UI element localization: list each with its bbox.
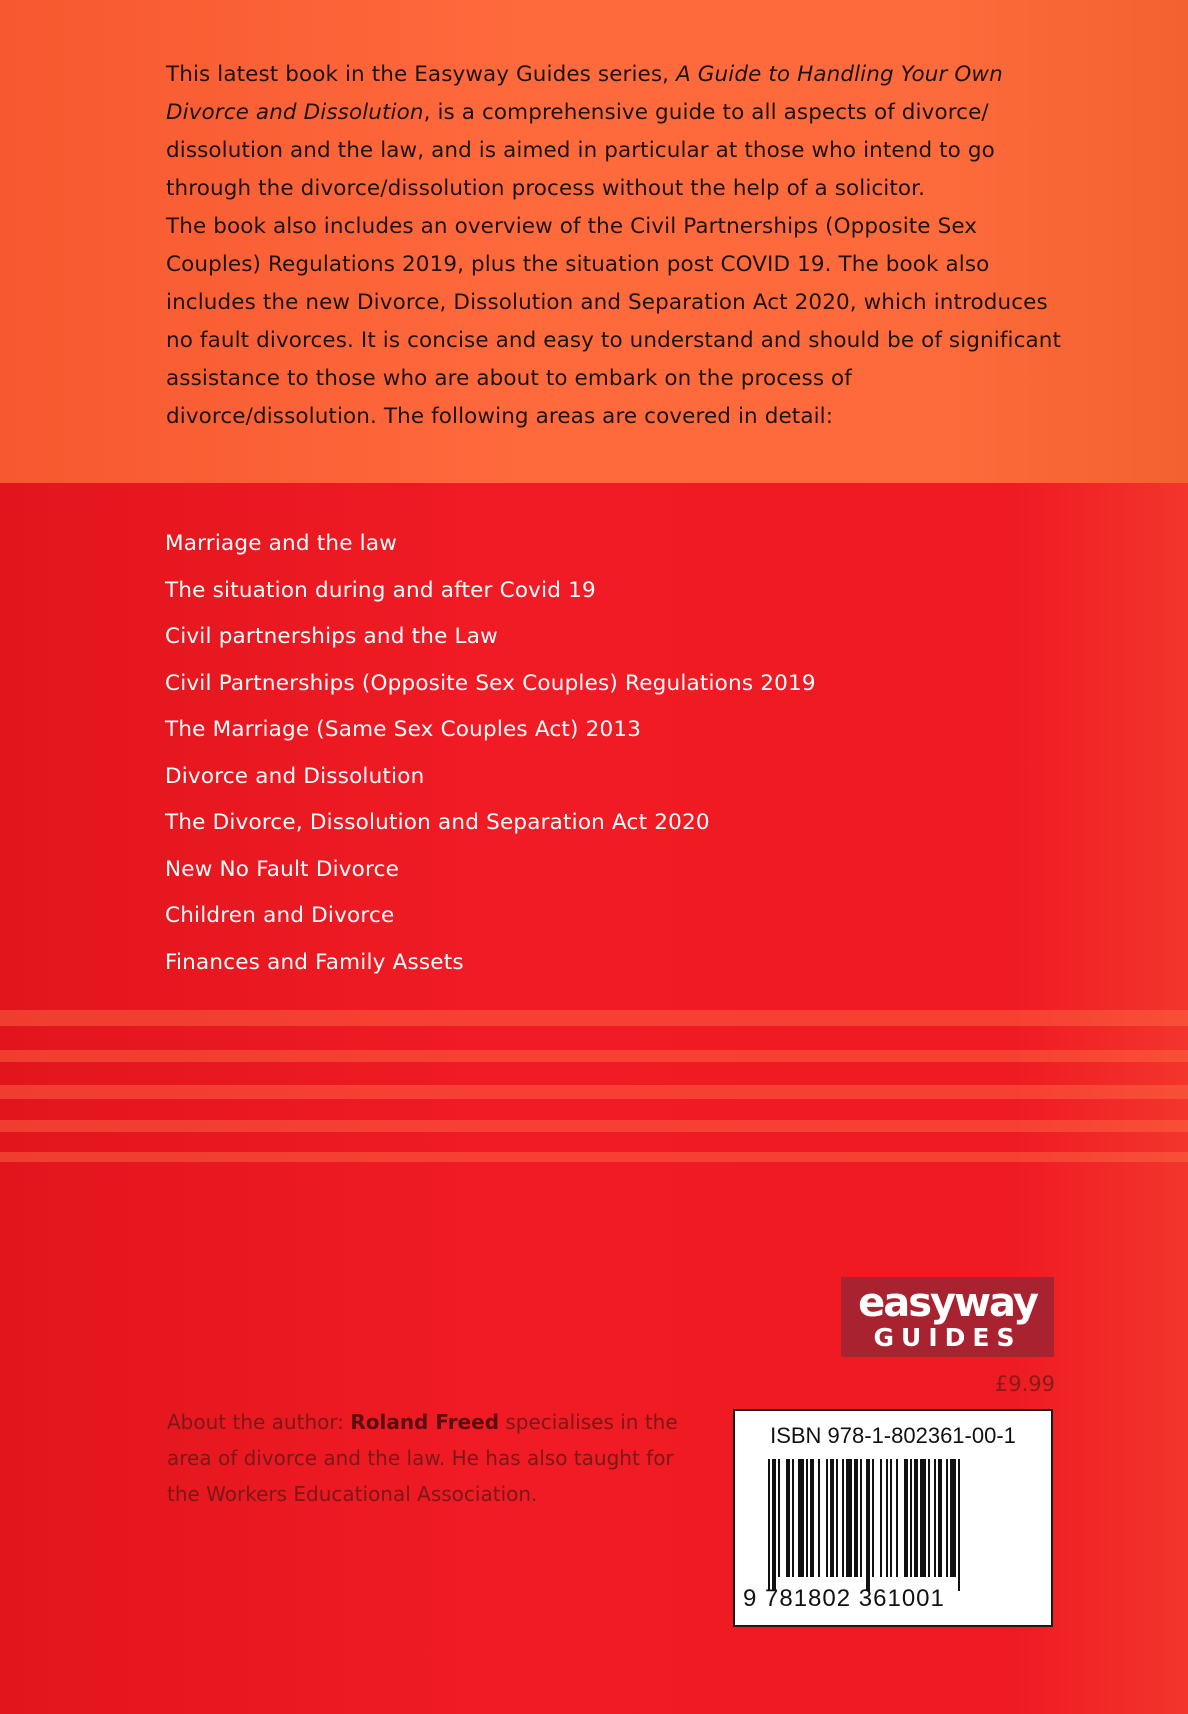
barcode-bar [806,1459,808,1577]
isbn-label: ISBN 978-1-802361-00-1 [770,1423,1016,1448]
barcode-bar [904,1459,908,1577]
barcode-bar [920,1459,926,1577]
barcode-bar [914,1459,918,1577]
decorative-stripe [0,1050,1188,1062]
logo-wordmark: easyway [858,1280,1037,1326]
topic-item: Civil Partnerships (Opposite Sex Couples) Regulations 2019 [165,670,816,696]
barcode-bar [786,1459,790,1577]
barcode-bar [860,1459,862,1577]
barcode-bar [934,1459,936,1577]
topic-item: The Divorce, Dissolution and Separation Act 2020 [165,810,710,835]
barcode-box [733,1409,1053,1627]
decorative-stripe [0,1152,1188,1162]
barcode-bar [890,1459,892,1577]
topic-item: Marriage and the law [165,531,398,556]
about-author: About the author: Roland Freed specialises in the area of divorce and the law. He has also taught for the Workers Educational Association. [167,1410,678,1506]
barcode-bar [772,1459,776,1591]
barcode-bar [810,1459,814,1577]
topic-item: Finances and Family Assets [165,949,464,975]
barcode-bar [880,1459,882,1577]
topics-list [165,523,816,988]
barcode-bar [872,1459,874,1577]
barcode-bar [830,1459,834,1577]
logo-subtitle: GUIDES [873,1323,1022,1352]
publisher-logo [841,1277,1054,1357]
barcode-digits: 9 781802 361001 [743,1585,945,1612]
decorative-stripe [0,1085,1188,1099]
topic-item: Divorce and Dissolution [165,763,425,789]
price-label: £9.99 [994,1372,1055,1396]
barcode-bar [854,1459,858,1577]
topic-item: New No Fault Divorce [165,856,400,882]
barcode-bar [792,1459,794,1577]
barcode-bar [950,1459,956,1577]
barcode-bar [818,1459,820,1577]
barcode-bar [946,1459,948,1577]
topic-item: Civil partnerships and the Law [165,624,498,649]
barcode-bar [846,1459,852,1577]
barcode-bar [798,1459,804,1577]
decorative-stripe [0,1120,1188,1132]
barcode-bar [842,1459,844,1577]
book-title: A Guide to Handling Your Own Divorce and Dissolution [166,62,1003,125]
barcode-bar [928,1459,930,1577]
barcode-bar [886,1459,888,1577]
barcode-image [768,1459,1020,1591]
barcode-bar [826,1459,828,1577]
barcode-bar [910,1459,912,1577]
book-description [166,56,1066,436]
barcode-bar [778,1459,780,1577]
description-paragraph-2: The book also includes an overview of the Civil Partnerships (Opposite Sex Couples) Regulations 2019, plus the situation post COVID 19. The book also includes the new Divorce, Dissolution and Separation Act 2020, which introduces no fault divorces. It is concise and easy to understand and should be of significant assistance to those who are about to embark on the process of divorce/dissolution. The following areas are covered in detail: [166,214,1062,429]
topic-item: The Marriage (Same Sex Couples Act) 2013 [165,717,642,742]
barcode-bar [768,1459,770,1591]
author-name: Roland Freed [350,1410,500,1434]
barcode-bar [938,1459,942,1577]
barcode-bar [836,1459,838,1577]
barcode-bar [896,1459,898,1577]
topic-item: Children and Divorce [165,903,395,928]
description-paragraph-1: This latest book in the Easyway Guides series, A Guide to Handling Your Own Divorce and Dissolution, is a comprehensive guide to all aspects of divorce/ dissolution and the law, and is aimed in particular at those who intend to go through the divorce/dissolution process without the help of a solicitor. [166,62,1003,201]
barcode-bar [958,1459,960,1591]
topic-item: The situation during and after Covid 19 [165,577,596,603]
barcode-bar [866,1459,870,1591]
decorative-stripe [0,1010,1188,1026]
